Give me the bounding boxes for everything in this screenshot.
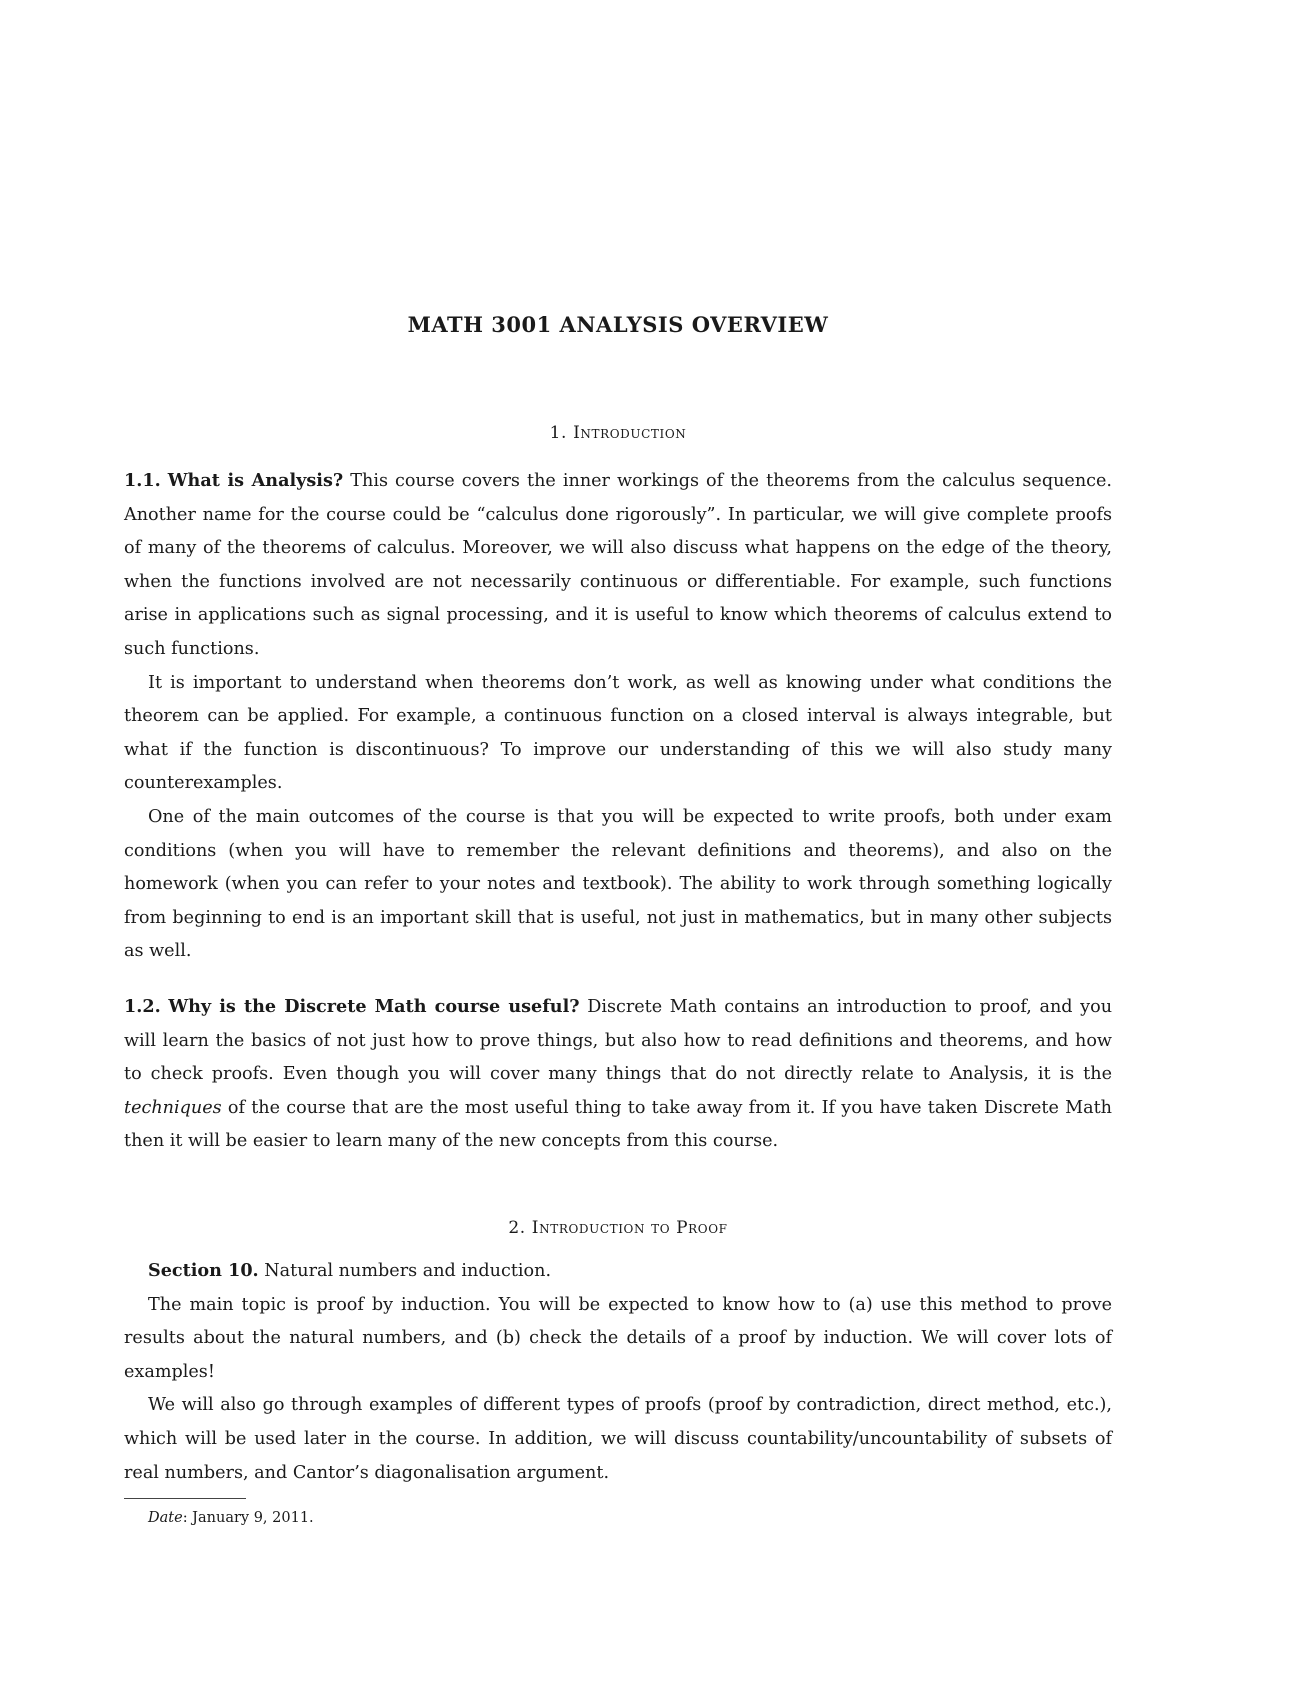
section-10-label: Section 10.: [148, 1260, 259, 1281]
subsection-1-2-number: 1.2.: [124, 996, 161, 1017]
section-2-heading: 2. Introduction to Proof: [508, 1218, 728, 1238]
section-1-heading-wrap: [124, 423, 1112, 443]
section-10-title: Natural numbers and induction.: [264, 1261, 552, 1281]
section-10-block: [124, 1254, 1112, 1490]
subsection-1-2-emphasis: techniques: [124, 1097, 222, 1118]
section-10-paragraph-2: We will also go through examples of different types of proofs (proof by contradiction, direct method, etc.), which will be used later in the course. In addition, we will discuss countability/uncountability of subsets of real numbers, and Cantor’s diagonalisation argument.: [124, 1395, 1112, 1483]
subsection-1-1-paragraph-1: [124, 464, 1112, 667]
section-1-heading: 1. Introduction: [549, 423, 687, 443]
subsection-1-2-text-a: Discrete Math contains an introduction to proof, and you will learn the basics of not just how to prove things, but also how to read definitions and theorems, and how to check proofs. Even though you will cover many things that do not directly relate to Analysis, it is the: [124, 997, 1113, 1085]
subsection-1-1: [124, 464, 1112, 969]
subsection-1-2-title: Why is the Discrete Math course useful?: [168, 996, 580, 1017]
subsection-1-2: [124, 990, 1112, 1159]
section-2-heading-wrap: [124, 1218, 1112, 1238]
subsection-1-1-title: What is Analysis?: [167, 470, 344, 491]
section-10-paragraph-1: The main topic is proof by induction. You will be expected to know how to (a) use this method to prove results about the natural numbers, and (b) check the details of a proof by induction. We will cover lots of examples!: [124, 1294, 1112, 1382]
subsection-1-1-paragraph-3: One of the main outcomes of the course is that you will be expected to write proofs, both under exam conditions (when you will have to remember the relevant definitions and theorems), and also on the homework (when you can refer to your notes and textbook). The ability to work through something logically from beginning to end is an important skill that is useful, not just in mathematics, but in many other subjects as well.: [124, 806, 1112, 962]
subsection-1-2-paragraph-1: [124, 990, 1112, 1159]
subsection-1-1-text-1: This course covers the inner workings of the theorems from the calculus sequence. Another name for the course could be “calculus done rigorously”. In particular, we will give complete proofs of many of the theorems of calculus. Moreover, we will also discuss what happens on the edge of the theory, when the functions involved are not necessarily continuous or differentiable. For example, such functions arise in applications such as signal processing, and it is useful to know which theorems of calculus extend to such functions.: [124, 471, 1113, 659]
subsection-1-1-paragraph-2: It is important to understand when theorems don’t work, as well as knowing under what conditions the theorem can be applied. For example, a continuous function on a closed interval is always integrable, but what if the function is discontinuous? To improve our understanding of this we will also study many counterexamples.: [124, 672, 1112, 794]
footnote-rule: [124, 1498, 246, 1499]
footnote: [148, 1510, 314, 1526]
footnote-value: : January 9, 2011.: [182, 1510, 314, 1526]
subsection-1-1-number: 1.1.: [124, 470, 161, 491]
subsection-1-2-text-b: of the course that are the most useful thing to take away from it. If you have taken Discrete Math then it will be easier to learn many of the new concepts from this course.: [124, 1097, 1112, 1152]
footnote-label: Date: [148, 1510, 183, 1526]
document-title: MATH 3001 ANALYSIS OVERVIEW: [407, 312, 829, 337]
section-10-heading-line: [124, 1254, 1112, 1289]
